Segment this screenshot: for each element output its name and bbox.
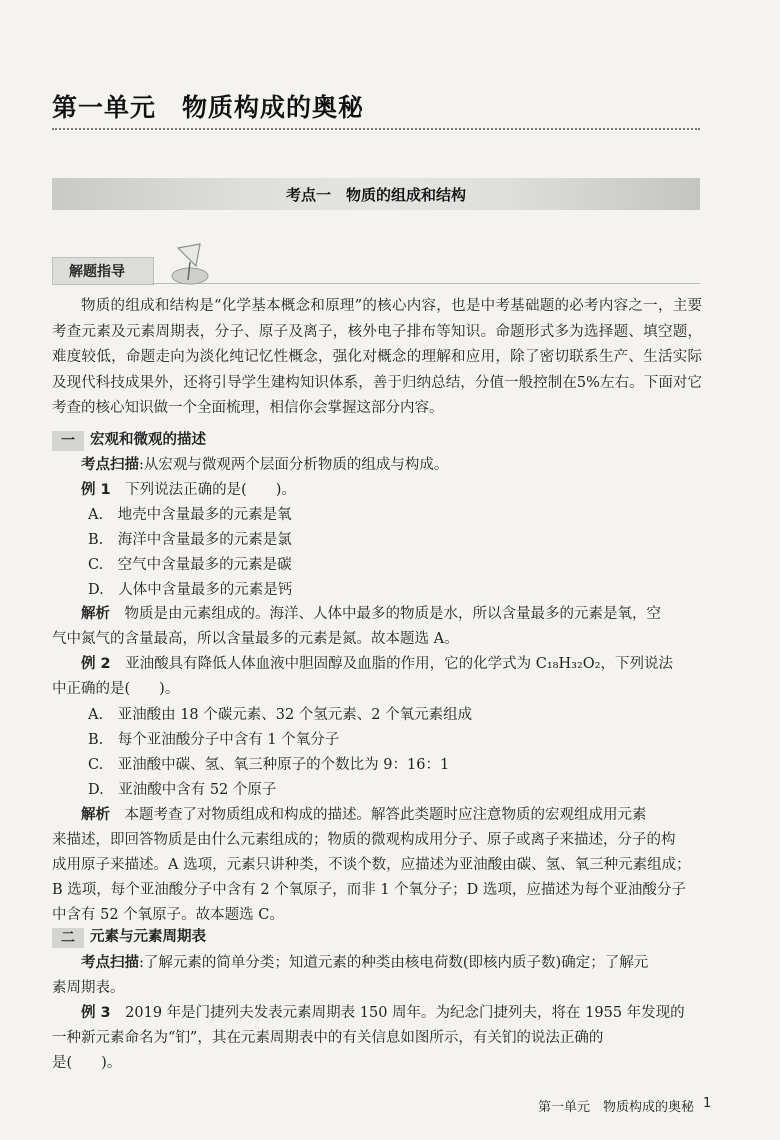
- scan-1: [81, 453, 448, 477]
- topic-band: [52, 178, 700, 210]
- example-1-option-c: C. 空气中含量最多的元素是碳: [88, 557, 292, 573]
- topic-title: 考点一 物质的组成和结构: [285, 186, 466, 204]
- example-2-option-a: A. 亚油酸由 18 个碳元素、32 个氢元素、2 个氧元素组成: [88, 707, 473, 723]
- example-2-line-1: 例 2 亚油酸具有降低人体血液中胆固醇及血脂的作用，它的化学式为 C₁₈H₃₂O₂，下列说法: [81, 656, 673, 672]
- example-2-option-b: B. 每个亚油酸分子中含有 1 个氧分子: [88, 732, 340, 748]
- example-1-label: 例 1: [81, 482, 111, 498]
- example-3-line-3: 是( )。: [52, 1055, 122, 1071]
- section-2-heading: [52, 927, 206, 949]
- guide-label-box: [52, 257, 154, 285]
- guide-label: 解题指导: [69, 264, 125, 280]
- scan-1-text: :从宏观与微观两个层面分析物质的组成与构成。: [139, 457, 449, 473]
- example-1-option-d: D. 人体中含量最多的元素是钙: [88, 582, 293, 598]
- example-3-line-1: 例 3 2019 年是门捷列夫发表元素周期表 150 周年。为纪念门捷列夫，将在 1955 年发现的: [81, 1005, 685, 1021]
- example-1-option-b: B. 海洋中含量最多的元素是氯: [88, 532, 292, 548]
- analysis-2-line-3: 成用原子来描述。A 选项，元素只讲种类，不谈个数，应描述为亚油酸由碳、氢、氧三种元素组成；: [52, 857, 691, 873]
- running-footer-title: 第一单元 物质构成的奥秘: [537, 1100, 694, 1115]
- section-1-number: 一: [52, 431, 84, 451]
- section-2-number: 二: [52, 928, 84, 948]
- example-2-option-d: D. 亚油酸中含有 52 个原子: [88, 782, 277, 798]
- analysis-1-line-1: 解析 物质是由元素组成的。海洋、人体中最多的物质是水，所以含量最多的元素是氧，空: [81, 606, 661, 622]
- analysis-2-line-2: 来描述，即回答物质是由什么元素组成的；物质的微观构成用分子、原子或离子来描述，分子的构: [52, 832, 676, 848]
- guide-underline: [152, 283, 700, 284]
- scan-2-line-2: 素周期表。: [52, 980, 125, 996]
- section-1-title: 宏观和微观的描述: [90, 432, 206, 448]
- scan-2-line-1: 考点扫描:了解元素的简单分类；知道元素的种类由核电荷数(即核内质子数)确定；了解元: [81, 955, 649, 971]
- analysis-2-line-4: B 选项，每个亚油酸分子中含有 2 个氧原子，而非 1 个氧分子；D 选项，应描述为每个亚油酸分子: [52, 882, 686, 898]
- analysis-2-line-5: 中含有 52 个氧原子。故本题选 C。: [52, 907, 284, 923]
- pushpin-icon: [160, 236, 216, 288]
- example-1-option-a: A. 地壳中含量最多的元素是氧: [88, 507, 292, 523]
- scan-1-label: 考点扫描: [81, 457, 139, 473]
- section-1-heading: [52, 430, 206, 452]
- example-1-text: 下列说法正确的是( )。: [125, 482, 296, 498]
- dotted-divider: [52, 128, 700, 130]
- section-2-title: 元素与元素周期表: [90, 929, 206, 945]
- unit-title: 第一单元 物质构成的奥秘: [52, 93, 365, 122]
- example-2-line-2: 中正确的是( )。: [52, 681, 180, 697]
- example-2-label: 例 2: [81, 656, 111, 672]
- example-1: [81, 478, 296, 502]
- analysis-2-line-1: 解析 本题考查了对物质组成和构成的描述。解答此类题时应注意物质的宏观组成用元素: [81, 807, 647, 823]
- page-number: 1: [703, 1096, 712, 1111]
- guide-paragraph: 物质的组成和结构是“化学基本概念和原理”的核心内容，也是中考基础题的必考内容之一，主要考查元素及元素周期表，分子、原子及离子，核外电子排布等知识。命题形式多为选择题、填空题，难度较低，命题走向为淡化纯记忆性概念，强化对概念的理解和应用，除了密切联系生产、生活实际及现代科技成果外，还将引导学生建构知识体系，善于归纳总结，分值一般控制在5%左右。下面对它考查的核心知识做一个全面梳理，相信你会掌握这部分内容。: [52, 298, 702, 416]
- analysis-2-label: 解析: [81, 807, 110, 823]
- analysis-1-label: 解析: [81, 606, 110, 622]
- example-2-option-c: C. 亚油酸中碳、氢、氧三种原子的个数比为 9：16：1: [88, 757, 450, 773]
- scan-2-label: 考点扫描: [81, 955, 139, 971]
- analysis-1-line-2: 气中氮气的含量最高，所以含量最多的元素是氮。故本题选 A。: [52, 631, 459, 647]
- example-3-line-2: 一种新元素命名为“钔”，其在元素周期表中的有关信息如图所示，有关钔的说法正确的: [52, 1030, 604, 1046]
- example-3-label: 例 3: [81, 1005, 111, 1021]
